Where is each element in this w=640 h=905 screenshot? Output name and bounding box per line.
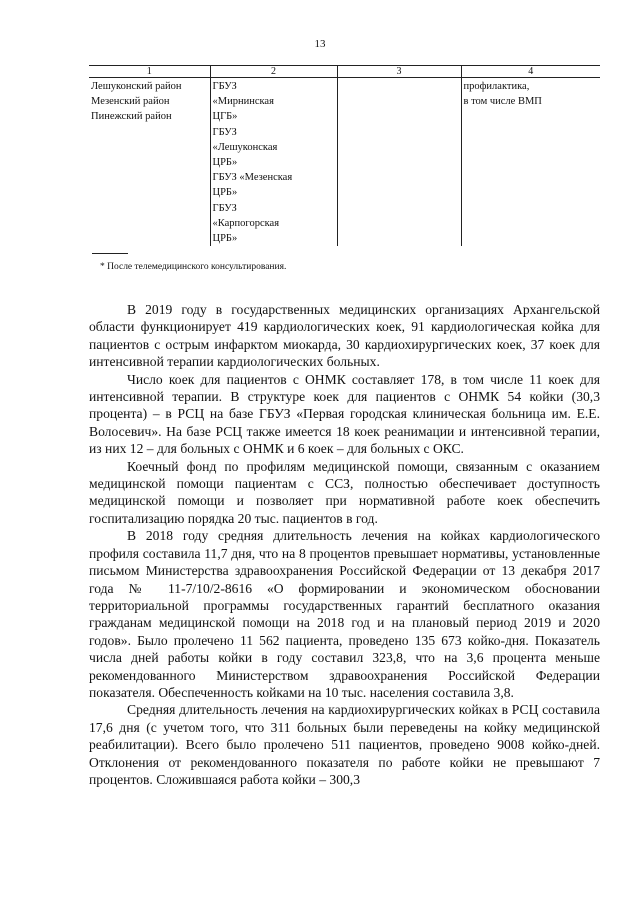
table-cell-care-type [461,78,600,247]
table-row [89,78,600,247]
table-cell-institutions [210,78,337,247]
cell-line: ГБУЗ [212,126,237,138]
table-header-cell: 3 [337,66,461,78]
paragraph: Коечный фонд по профилям медицинской помощи, связанным с оказанием медицинской помощи пациентам с ССЗ, полностью обеспечивает доступность медицинской помощи и позволяет при нормативной работе коек обеспечить госпитализацию порядка 20 тыс. пациентов в год. [89,458,600,526]
cell-line: Пинежский район [91,111,172,123]
table-header-cell: 4 [461,66,600,78]
footnote-rule [92,253,128,254]
cell-line: ЦГБ» [212,111,238,123]
table-cell-districts [89,78,210,247]
cell-line: ГБУЗ [212,81,237,92]
cell-line: Мезенский район [91,96,170,108]
cell-line: ЦРБ» [212,233,238,245]
paragraph: Число коек для пациентов с ОНМК составляет 178, в том числе 11 коек для интенсивной терапии. В структуре коек для пациентов с ОНМК 54 койки (30,3 процента) – в РСЦ на базе ГБУЗ «Первая городская клиническая больница им. Е.Е. Волосевич». На базе РСЦ также имеется 18 коек реанимации и интенсивной терапии, из них 12 – для больных с ОНМК и 6 коек – для больных с ОКС. [89,371,600,457]
body-text [89,301,600,788]
cell-line: ГБУЗ [212,202,237,214]
continuation-table [89,65,600,246]
cell-line: ГБУЗ «Мезенская [212,172,293,184]
page-number: 13 [314,38,326,50]
paragraph: В 2019 году в государственных медицинских организациях Архангельской области функционирует 419 кардиологических коек, 91 кардиологическая койка для пациентов с острым инфарктом миокарда, 30 кардиохирургических коек, 37 коек для интенсивной терапии кардиологических больных. [89,302,600,370]
paragraph: В 2018 году средняя длительность лечения на койках кардиологического профиля составила 11,7 дня, что на 8 процентов превышает нормативы, установленные письмом Министерства здравоохранения Российской Федерации от 13 декабря 2017 года № 11-7/10/2-8616 «О формировании и экономическом обосновании территориальной программы государственных гарантий бесплатного оказания гражданам медицинской помощи на 2018 год и на плановый период 2019 и 2020 годов». Было пролечено 11 562 пациента, проведено 135 673 койко-дня. Показатель числа дней работы койки в году составил 323,8, что на 3,6 процента меньше рекомендованного Министерством здравоохранения Российской Федерации показателя. Обеспеченность койками на 10 тыс. населения составила 3,8. [89,528,600,700]
cell-line: в том числе ВМП [463,96,542,108]
table-header-row [89,66,600,78]
table-header-cell: 2 [210,66,337,78]
cell-line: профилактика, [463,81,530,92]
footnote: * После телемедицинского консультирования. [100,262,287,272]
cell-line: Лешуконский район [91,81,182,92]
cell-line: «Лешуконская [212,141,278,153]
table-cell-empty [337,78,461,247]
paragraph: Средняя длительность лечения на кардиохирургических койках в РСЦ составила 17,6 дня (с учетом того, что 311 больных были переведены на койку медицинской реабилитации). Всего было пролечено 511 пациентов, проведено 9008 койко-дней. Отклонения от рекомендованного показателя по работе койки не превышают 7 процентов. Сложившаяся работа койки – 300,3 [89,702,600,787]
cell-line: «Карпогорская [212,217,280,229]
table-header-cell: 1 [89,66,210,78]
cell-line: ЦРБ» [212,157,238,169]
cell-line: ЦРБ» [212,187,238,199]
cell-line: «Мирнинская [212,96,274,108]
